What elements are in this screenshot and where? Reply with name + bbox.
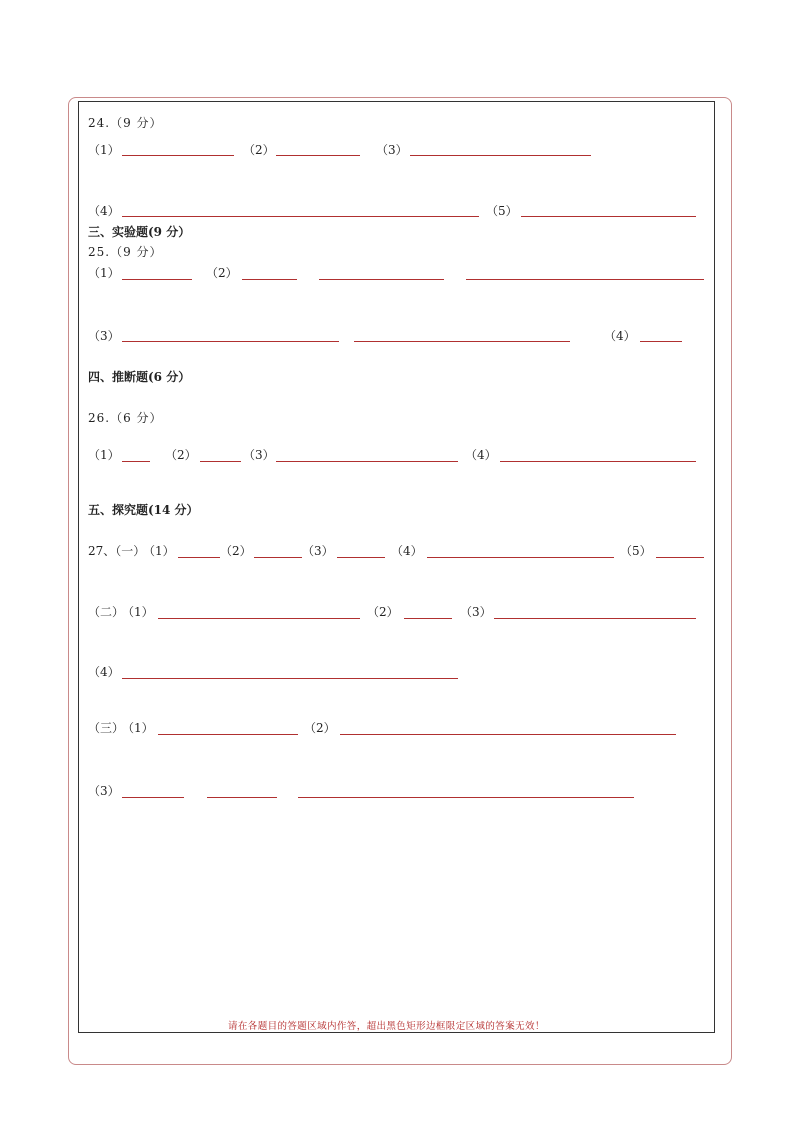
q27-p2-answer-line-4[interactable] [122, 678, 458, 679]
q27-p2-answer-line-2[interactable] [404, 618, 452, 619]
q27-p2-answer-line-1[interactable] [158, 618, 360, 619]
q25-label-2: （2） [206, 266, 238, 280]
q25-label-3: （3） [88, 329, 120, 343]
q24-label-5: （5） [486, 204, 518, 218]
q25-answer-line-1a[interactable] [122, 279, 192, 280]
q24-answer-line-3[interactable] [410, 155, 591, 156]
q25-title: 25.（9 分） [88, 245, 163, 259]
q27-p3-label-1: （1） [122, 721, 154, 735]
q24-label-2: （2） [243, 143, 275, 157]
q27-part3-prefix: （三） [88, 721, 125, 735]
q27-p3-answer-line-3c[interactable] [298, 797, 634, 798]
q27-p1-answer-line-5[interactable] [656, 557, 704, 558]
q27-p3-answer-line-1[interactable] [158, 734, 298, 735]
q27-p3-answer-line-2[interactable] [340, 734, 676, 735]
q25-answer-line-2c[interactable] [466, 279, 704, 280]
q27-p3-answer-line-3b[interactable] [207, 797, 277, 798]
q27-p1-label-3: （3） [302, 544, 334, 558]
footer-warning: 请在各题目的答题区域内作答，超出黑色矩形边框限定区域的答案无效！ [228, 1021, 545, 1032]
q27-part2-prefix: （二） [88, 605, 125, 619]
answer-area-frame [78, 101, 715, 1033]
q26-label-2: （2） [165, 448, 197, 462]
q26-label-3: （3） [243, 448, 275, 462]
q25-answer-line-3b[interactable] [354, 341, 570, 342]
q27-p2-label-3: （3） [460, 605, 492, 619]
q24-answer-line-1[interactable] [122, 155, 234, 156]
section5-heading: 五、探究题(14 分） [88, 503, 199, 517]
q27-p2-label-2: （2） [367, 605, 399, 619]
q27-p1-label-2: （2） [220, 544, 252, 558]
q27-p1-label-5: （5） [620, 544, 652, 558]
q25-answer-line-4[interactable] [640, 341, 682, 342]
q27-p3-label-2: （2） [304, 721, 336, 735]
q24-label-1: （1） [88, 143, 120, 157]
footer-rule-right [641, 1032, 715, 1033]
q25-answer-line-2a[interactable] [242, 279, 297, 280]
q26-label-1: （1） [88, 448, 120, 462]
q26-answer-line-3[interactable] [276, 461, 458, 462]
q27-p1-answer-line-3[interactable] [337, 557, 385, 558]
q27-p2-answer-line-3[interactable] [494, 618, 696, 619]
q25-label-4: （4） [604, 329, 636, 343]
q27-p2-label-1: （1） [122, 605, 154, 619]
q27-p1-answer-line-4[interactable] [427, 557, 614, 558]
q24-answer-line-4[interactable] [122, 216, 479, 217]
q27-p1-answer-line-2[interactable] [254, 557, 302, 558]
q24-answer-line-2[interactable] [276, 155, 360, 156]
q27-title: 27、（一） [88, 544, 146, 558]
q27-p3-label-3: （3） [88, 784, 120, 798]
q24-title: 24.（9 分） [88, 116, 163, 130]
q26-label-4: （4） [465, 448, 497, 462]
q27-p3-answer-line-3a[interactable] [122, 797, 184, 798]
q24-label-4: （4） [88, 204, 120, 218]
q27-p1-label-4: （4） [391, 544, 423, 558]
q24-label-3: （3） [376, 143, 408, 157]
q24-answer-line-5[interactable] [521, 216, 696, 217]
section3-heading: 三、实验题(9 分） [88, 225, 191, 239]
q27-p1-answer-line-1[interactable] [178, 557, 220, 558]
section4-heading: 四、推断题(6 分） [88, 370, 191, 384]
q25-answer-line-3a[interactable] [122, 341, 339, 342]
q25-answer-line-2b[interactable] [319, 279, 444, 280]
footer-rule-left [78, 1032, 196, 1033]
q26-answer-line-2[interactable] [200, 461, 241, 462]
q27-p1-label-1: （1） [143, 544, 175, 558]
q26-title: 26.（6 分） [88, 411, 163, 425]
q26-answer-line-4[interactable] [500, 461, 696, 462]
q25-label-1: （1） [88, 266, 120, 280]
q27-p2-label-4: （4） [88, 665, 120, 679]
q26-answer-line-1[interactable] [122, 461, 150, 462]
